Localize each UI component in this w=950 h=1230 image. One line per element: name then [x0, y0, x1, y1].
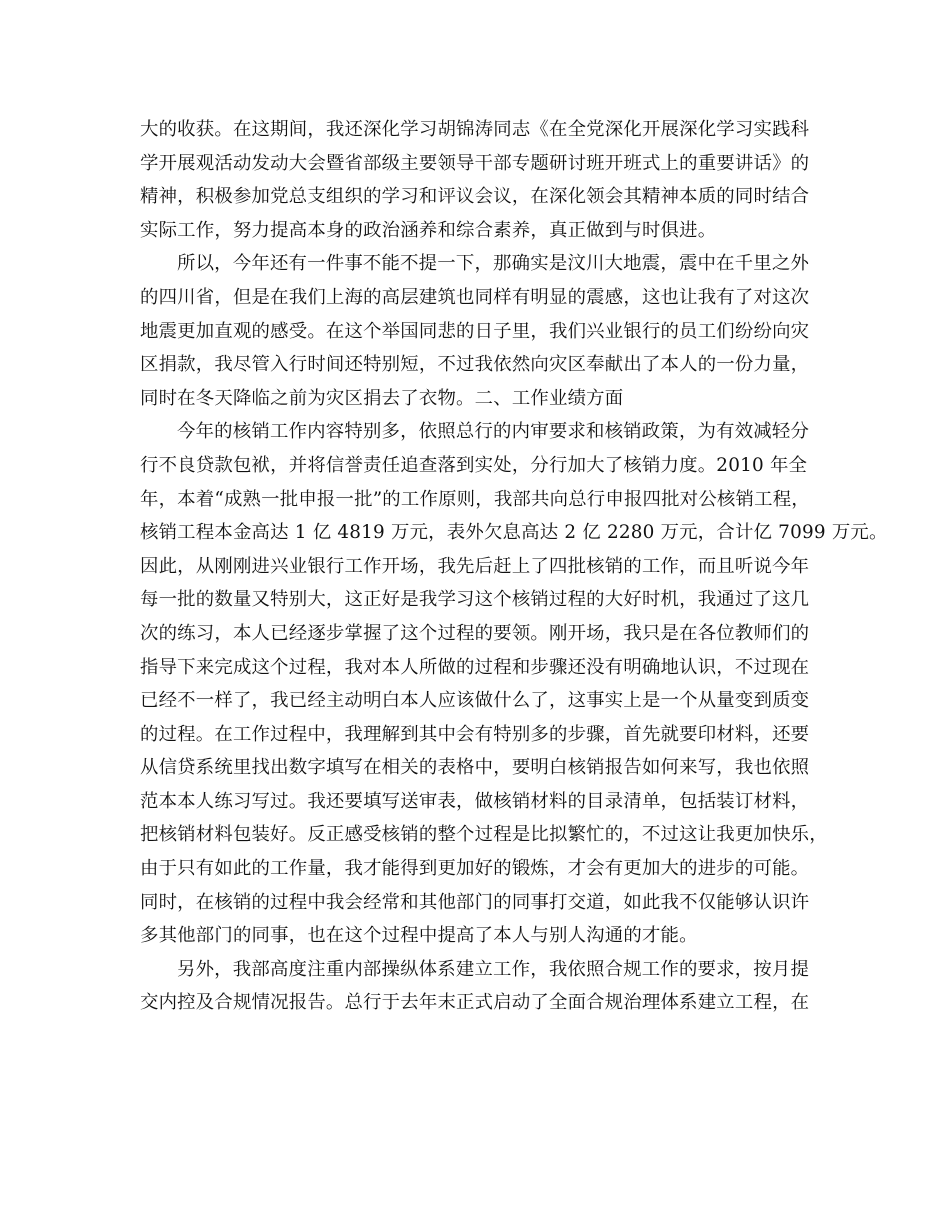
paragraph-4	[140, 953, 820, 1020]
text-line: 多其他部门的同事，也在这个过程中提高了本人与别人沟通的才能。	[140, 925, 698, 947]
text-line: 地震更加直观的感受。在这个举国同悲的日子里，我们兴业银行的员工们纷纷向灾	[140, 320, 810, 342]
text-line: 已经不一样了，我已经主动明白本人应该做什么了，这事实上是一个从量变到质变	[140, 690, 810, 712]
text-line: 学开展观活动发动大会暨省部级主要领导干部专题研讨班开班式上的重要讲话》的	[140, 152, 810, 174]
text-line: 范本本人练习写过。我还要填写送审表，做核销材料的目录清单，包括装订材料，	[140, 790, 810, 812]
text-line: 大的收获。在这期间，我还深化学习胡锦涛同志《在全党深化开展深化学习实践科	[140, 119, 810, 140]
text-line: 同时，在核销的过程中我会经常和其他部门的同事打交道，如此我不仅能够认识许	[140, 891, 810, 913]
text-line: 因此，从刚刚进兴业银行工作开场，我先后赶上了四批核销的工作，而且听说今年	[140, 555, 810, 577]
text-line: 同时在冬天降临之前为灾区捐去了衣物。二、工作业绩方面	[140, 387, 624, 409]
text-line: 年，本着“成熟一批申报一批”的工作原则，我部共向总行申报四批对公核销工程，	[140, 488, 810, 510]
text-line: 的过程。在工作过程中，我理解到其中会有特别多的步骤，首先就要印材料，还要	[140, 723, 810, 745]
text-line: 精神，积极参加党总支组织的学习和评议会议，在深化领会其精神本质的同时结合	[140, 186, 810, 208]
text-line: 从信贷系统里找出数字填写在相关的表格中，要明白核销报告如何来写，我也依照	[140, 757, 810, 779]
text-line: 核销工程本金高达 1 亿 4819 万元，表外欠息高达 2 亿 2280 万元，合计亿 7099 万元。	[140, 522, 888, 544]
paragraph-1	[140, 113, 820, 247]
text-line: 指导下来完成这个过程，我对本人所做的过程和步骤还没有明确地认识，不过现在	[140, 656, 810, 678]
text-line: 次的练习，本人已经逐步掌握了这个过程的要领。刚开场，我只是在各位教师们的	[140, 622, 810, 644]
document-body	[140, 113, 888, 1020]
text-line: 今年的核销工作内容特别多，依照总行的内审要求和核销政策，为有效减轻分	[177, 421, 810, 443]
text-line: 的四川省，但是在我们上海的高层建筑也同样有明显的震感，这也让我有了对这次	[140, 286, 810, 308]
paragraph-2	[140, 247, 820, 415]
text-line: 交内控及合规情况报告。总行于去年末正式启动了全面合规治理体系建立工程，在	[140, 992, 810, 1014]
text-line: 实际工作，努力提高本身的政治涵养和综合素养，真正做到与时俱进。	[140, 219, 717, 241]
text-line: 行不良贷款包袱，并将信誉责任追查落到实处，分行加大了核销力度。2010 年全	[140, 454, 808, 476]
text-line: 区捐款，我尽管入行时间还特别短，不过我依然向灾区奉献出了本人的一份力量，	[140, 354, 810, 376]
text-line: 另外，我部高度注重内部操纵体系建立工作，我依照合规工作的要求，按月提	[177, 958, 810, 980]
text-line: 每一批的数量又特别大，这正好是我学习这个核销过程的大好时机，我通过了这几	[140, 589, 810, 611]
paragraph-3	[140, 415, 888, 953]
text-line: 由于只有如此的工作量，我才能得到更加好的锻炼，才会有更加大的进步的可能。	[140, 858, 810, 880]
text-line: 所以，今年还有一件事不能不提一下，那确实是汶川大地震，震中在千里之外	[177, 253, 810, 275]
text-line: 把核销材料包装好。反正感受核销的整个过程是比拟繁忙的，不过这让我更加快乐，	[140, 824, 828, 846]
